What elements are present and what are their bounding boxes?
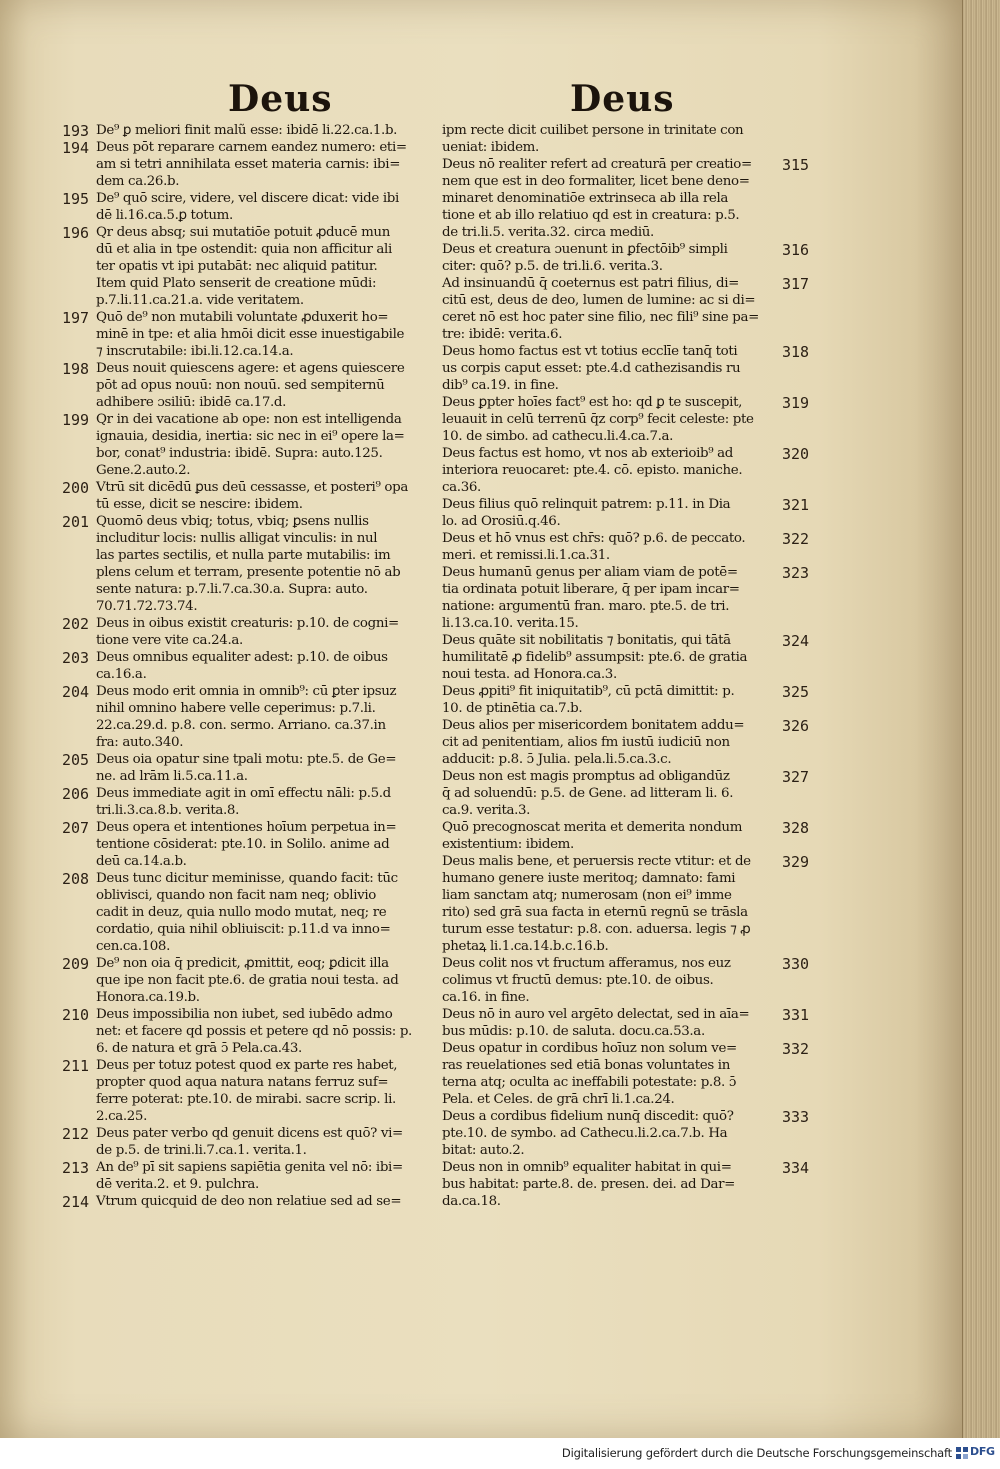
entry-line: dū et alia in tpe ostendit: quia non afficitur ali bbox=[96, 242, 392, 257]
entry-line: Deus alios per misericordem bonitatem addu= bbox=[442, 718, 745, 733]
entry-text bbox=[62, 309, 440, 360]
index-entry bbox=[62, 1159, 440, 1193]
index-entry bbox=[62, 309, 440, 360]
entry-line: fra: auto.340. bbox=[96, 735, 184, 750]
entry-line: Deus omnibus equaliter adest: p.10. de oibus bbox=[96, 650, 388, 665]
index-entry bbox=[442, 343, 842, 394]
entry-line: Deus per totuz potest quod ex parte res habet, bbox=[96, 1058, 398, 1073]
entry-number: 328 bbox=[782, 819, 810, 837]
entry-line: tū esse, dicit se nescire: ibidem. bbox=[96, 497, 303, 512]
entry-text bbox=[62, 785, 440, 819]
entry-line: ne. ad lrām li.5.ca.11.a. bbox=[96, 769, 248, 784]
dfg-logo-text: DFG bbox=[970, 1445, 995, 1458]
entry-line: las partes sectilis, et nulla parte mutabilis: im bbox=[96, 548, 391, 563]
entry-line: oblivisci, quando non facit nam neq; oblivio bbox=[96, 888, 376, 903]
index-entry bbox=[62, 411, 440, 479]
entry-line: citer: quō? p.5. de tri.li.6. verita.3. bbox=[442, 259, 663, 274]
entry-line: Deus malis bene, et peruersis recte vtitur: et de bbox=[442, 854, 751, 869]
entry-text bbox=[62, 513, 440, 615]
entry-line: tri.li.3.ca.8.b. verita.8. bbox=[96, 803, 239, 818]
entry-line: 22.ca.29.d. p.8. con. sermo. Arriano. ca.37.in bbox=[96, 718, 386, 733]
entry-number: 213 bbox=[62, 1159, 90, 1177]
index-entry bbox=[442, 394, 842, 445]
entry-line: am si tetri annihilata esset materia carnis: ibi= bbox=[96, 157, 401, 172]
index-entry bbox=[442, 683, 842, 717]
entry-line: interiora reuocaret: pte.4. cō. episto. maniche. bbox=[442, 463, 743, 478]
entry-line: Deus factus est homo, vt nos ab exterioib⁹ ad bbox=[442, 446, 734, 461]
entry-text bbox=[62, 615, 440, 649]
entry-number: 199 bbox=[62, 411, 90, 429]
index-entry bbox=[62, 1057, 440, 1125]
entry-number: 198 bbox=[62, 360, 90, 378]
entry-text bbox=[62, 224, 440, 309]
entry-line: ras reuelationes sed etiā bonas voluntates in bbox=[442, 1058, 730, 1073]
entry-line: dē verita.2. et 9. pulchra. bbox=[96, 1177, 259, 1192]
index-entry bbox=[62, 1006, 440, 1057]
entry-line: Deus nō in auro vel argēto delectat, sed in aīa= bbox=[442, 1007, 750, 1022]
entry-number: 200 bbox=[62, 479, 90, 497]
entry-number: 202 bbox=[62, 615, 90, 633]
index-entry bbox=[442, 1159, 842, 1210]
index-entry bbox=[442, 122, 842, 156]
entry-line: Vtrū sit dicēdū ꝑus deū cessasse, et posteri⁹ opa bbox=[96, 480, 408, 495]
entry-line: 6. de natura et grā ɔ̄ Pela.ca.43. bbox=[96, 1041, 302, 1056]
entry-line: Vtrum quicquid de deo non relatiue sed ad se= bbox=[96, 1194, 402, 1209]
entry-line: De⁹ non oia q̄ predicit, ꝓmittit, eoq; ꝑdicit illa bbox=[96, 956, 389, 971]
entry-number: 322 bbox=[782, 530, 810, 548]
entry-line: Deus modo erit omnia in omnib⁹: cū ꝑter ipsuz bbox=[96, 684, 397, 699]
entry-line: bus mūdis: p.10. de saluta. docu.ca.53.a. bbox=[442, 1024, 705, 1039]
entry-line: Gene.2.auto.2. bbox=[96, 463, 191, 478]
entry-line: ⁊ inscrutabile: ibi.li.12.ca.14.a. bbox=[96, 344, 294, 359]
entry-number: 194 bbox=[62, 139, 90, 157]
index-entry bbox=[62, 955, 440, 1006]
entry-line: ca.9. verita.3. bbox=[442, 803, 531, 818]
entry-number: 207 bbox=[62, 819, 90, 837]
entry-line: Deus a cordibus fidelium nunq̄ discedit: quō? bbox=[442, 1109, 734, 1124]
index-entry bbox=[442, 819, 842, 853]
index-entry bbox=[442, 768, 842, 819]
entry-text bbox=[62, 1193, 440, 1210]
entry-number: 195 bbox=[62, 190, 90, 208]
entry-line: ter opatis vt ipi putabāt: nec aliquid patitur. bbox=[96, 259, 378, 274]
index-entry bbox=[62, 819, 440, 870]
entry-number: 210 bbox=[62, 1006, 90, 1024]
entry-text bbox=[62, 751, 440, 785]
entry-line: Deus homo factus est vt totius ecclīe tanq̄ toti bbox=[442, 344, 738, 359]
index-entry bbox=[442, 955, 842, 1006]
index-entry bbox=[442, 496, 842, 530]
index-entry bbox=[442, 445, 842, 496]
entry-line: cit ad penitentiam, alios fm iustū iudiciū non bbox=[442, 735, 730, 750]
entry-text bbox=[442, 122, 842, 156]
entry-number: 193 bbox=[62, 122, 90, 140]
entry-number: 206 bbox=[62, 785, 90, 803]
entry-line: Deus immediate agit in omī effectu nāli: p.5.d bbox=[96, 786, 391, 801]
entry-line: leuauit in celū terrenū q̄z corp⁹ fecit celeste: pte bbox=[442, 412, 754, 427]
entry-line: Deus nouit quiescens agere: et agens quiescere bbox=[96, 361, 405, 376]
entry-line: Deus pōt reparare carnem eandez numero: eti= bbox=[96, 140, 407, 155]
entry-text bbox=[62, 1159, 440, 1193]
entry-line: Deus humanū genus per aliam viam de potē= bbox=[442, 565, 738, 580]
entry-line: ca.16. in fine. bbox=[442, 990, 530, 1005]
entry-line: que ipe non facit pte.6. de gratia noui testa. ad bbox=[96, 973, 399, 988]
entry-line: bitat: auto.2. bbox=[442, 1143, 525, 1158]
entry-line: tentione cōsiderat: pte.10. in Solilo. anime ad bbox=[96, 837, 390, 852]
entry-number: 211 bbox=[62, 1057, 90, 1075]
entry-number: 203 bbox=[62, 649, 90, 667]
entry-line: de p.5. de trini.li.7.ca.1. verita.1. bbox=[96, 1143, 307, 1158]
entry-text bbox=[62, 870, 440, 955]
index-entry bbox=[442, 530, 842, 564]
index-entry bbox=[62, 683, 440, 751]
entry-line: citū est, deus de deo, lumen de lumine: ac si di= bbox=[442, 293, 756, 308]
entry-number: 317 bbox=[782, 275, 810, 293]
entry-number: 329 bbox=[782, 853, 810, 871]
index-entry bbox=[62, 649, 440, 683]
entry-number: 327 bbox=[782, 768, 810, 786]
entry-text bbox=[62, 139, 440, 190]
index-entry bbox=[62, 190, 440, 224]
index-entry bbox=[442, 1040, 842, 1108]
entry-line: pōt ad opus nouū: non nouū. sed sempiternū bbox=[96, 378, 385, 393]
entry-line: Ad insinuandū q̄ coeternus est patri filius, di= bbox=[442, 276, 740, 291]
entry-text bbox=[62, 819, 440, 870]
entry-text bbox=[62, 479, 440, 513]
entry-text bbox=[62, 649, 440, 683]
entry-number: 320 bbox=[782, 445, 810, 463]
index-entry bbox=[442, 717, 842, 768]
entry-number: 319 bbox=[782, 394, 810, 412]
entry-line: ceret nō est hoc pater sine filio, nec fili⁹ sine pa= bbox=[442, 310, 759, 325]
entry-line: Deus et creatura ɔuenunt in ꝑfectōib⁹ simpli bbox=[442, 242, 728, 257]
entry-line: Qr deus absq; sui mutatiōe potuit ꝓducē mun bbox=[96, 225, 390, 240]
index-entry bbox=[442, 632, 842, 683]
entry-line: Deus opera et intentiones hoīum perpetua in= bbox=[96, 820, 397, 835]
entry-line: nihil omnino habere velle ceperimus: p.7.li. bbox=[96, 701, 376, 716]
index-entry bbox=[62, 513, 440, 615]
entry-line: minē in tpe: et alia hmōi dicit esse inuestigabile bbox=[96, 327, 405, 342]
entry-text bbox=[62, 122, 440, 139]
entry-line: Deus quāte sit nobilitatis ⁊ bonitatis, qui tātā bbox=[442, 633, 731, 648]
index-entry bbox=[62, 870, 440, 955]
entry-line: Qr in dei vacatione ab ope: non est intelligenda bbox=[96, 412, 402, 427]
entry-number: 318 bbox=[782, 343, 810, 361]
entry-line: cadit in deuz, quia nullo modo mutat, neq; re bbox=[96, 905, 387, 920]
index-entry bbox=[442, 156, 842, 241]
entry-line: ferre poterat: pte.10. de mirabi. sacre scrip. li. bbox=[96, 1092, 396, 1107]
entry-line: De⁹ quō scire, videre, vel discere dicat: vide ibi bbox=[96, 191, 399, 206]
entry-line: Deus colit nos vt fructum afferamus, nos euz bbox=[442, 956, 731, 971]
entry-line: plens celum et terram, presente potentie nō ab bbox=[96, 565, 401, 580]
entry-line: dib⁹ ca.19. in fine. bbox=[442, 378, 559, 393]
page-edges bbox=[962, 0, 1000, 1438]
entry-line: de tri.li.5. verita.32. circa mediū. bbox=[442, 225, 654, 240]
entry-line: Deus in oibus existit creaturis: p.10. de cogni= bbox=[96, 616, 399, 631]
index-entry bbox=[442, 853, 842, 955]
index-column-left bbox=[62, 122, 440, 1210]
entry-line: dē li.16.ca.5.ꝑ totum. bbox=[96, 208, 233, 223]
index-entry bbox=[62, 1125, 440, 1159]
entry-line: phetaꝝ li.1.ca.14.b.c.16.b. bbox=[442, 939, 609, 954]
entry-line: noui testa. ad Honora.ca.3. bbox=[442, 667, 617, 682]
entry-line: Quō de⁹ non mutabili voluntate ꝓduxerit ho= bbox=[96, 310, 389, 325]
entry-line: tione vere vite ca.24.a. bbox=[96, 633, 243, 648]
index-entry bbox=[442, 1006, 842, 1040]
entry-line: meri. et remissi.li.1.ca.31. bbox=[442, 548, 610, 563]
entry-line: includitur locis: nullis alligat vinculis: in nul bbox=[96, 531, 378, 546]
entry-line: An de⁹ pī sit sapiens sapiētia genita vel nō: ibi= bbox=[96, 1160, 403, 1175]
digitization-footer bbox=[0, 1438, 1000, 1469]
entry-line: turum esse testatur: p.8. con. aduersa. legis ⁊ ꝓ bbox=[442, 922, 751, 937]
entry-line: da.ca.18. bbox=[442, 1194, 501, 1209]
entry-line: Honora.ca.19.b. bbox=[96, 990, 200, 1005]
index-entry bbox=[442, 241, 842, 275]
entry-number: 324 bbox=[782, 632, 810, 650]
entry-line: bus habitat: parte.8. de. presen. dei. ad Dar= bbox=[442, 1177, 736, 1192]
entry-line: ca.16.a. bbox=[96, 667, 147, 682]
entry-line: Deus pater verbo qd genuit dicens est quō? vi= bbox=[96, 1126, 403, 1141]
entry-number: 334 bbox=[782, 1159, 810, 1177]
entry-line: 10. de simbo. ad cathecu.li.4.ca.7.a. bbox=[442, 429, 674, 444]
entry-text bbox=[62, 683, 440, 751]
entry-line: deū ca.14.a.b. bbox=[96, 854, 187, 869]
entry-line: minaret denominatiōe extrinseca ab illa rela bbox=[442, 191, 729, 206]
index-entry bbox=[62, 139, 440, 190]
index-entry bbox=[62, 122, 440, 139]
entry-number: 209 bbox=[62, 955, 90, 973]
entry-text bbox=[62, 411, 440, 479]
entry-text bbox=[62, 190, 440, 224]
entry-line: bor, conat⁹ industria: ibidē. Supra: auto.125. bbox=[96, 446, 383, 461]
running-head-right: Deus bbox=[570, 78, 675, 120]
entry-number: 321 bbox=[782, 496, 810, 514]
entry-line: dem ca.26.b. bbox=[96, 174, 180, 189]
entry-number: 208 bbox=[62, 870, 90, 888]
entry-line: Deus nō realiter refert ad creaturā per creatio= bbox=[442, 157, 752, 172]
entry-line: ca.36. bbox=[442, 480, 481, 495]
entry-line: sente natura: p.7.li.7.ca.30.a. Supra: auto. bbox=[96, 582, 368, 597]
entry-line: 70.71.72.73.74. bbox=[96, 599, 198, 614]
index-entry bbox=[442, 564, 842, 632]
entry-line: Deus ꝑpter hoīes fact⁹ est ho: qd ꝑ te suscepit, bbox=[442, 395, 743, 410]
entry-text bbox=[62, 360, 440, 411]
entry-line: Deus impossibilia non iubet, sed iubēdo admo bbox=[96, 1007, 393, 1022]
entry-number: 326 bbox=[782, 717, 810, 735]
entry-line: pte.10. de symbo. ad Cathecu.li.2.ca.7.b. Ha bbox=[442, 1126, 728, 1141]
entry-line: existentium: ibidem. bbox=[442, 837, 574, 852]
entry-number: 330 bbox=[782, 955, 810, 973]
entry-line: Deus ꝓpiti⁹ fit iniquitatib⁹, cū pctā dimittit: p. bbox=[442, 684, 735, 699]
entry-line: colimus vt fructū demus: pte.10. de oibus. bbox=[442, 973, 714, 988]
dfg-logo-icon bbox=[956, 1445, 995, 1461]
entry-line: Deus et hō vnus est chr̄s: quō? p.6. de peccato. bbox=[442, 531, 746, 546]
entry-number: 315 bbox=[782, 156, 810, 174]
entry-number: 197 bbox=[62, 309, 90, 327]
entry-number: 331 bbox=[782, 1006, 810, 1024]
entry-line: 2.ca.25. bbox=[96, 1109, 148, 1124]
entry-line: De⁹ ꝑ meliori finit malũ esse: ibidē li.22.ca.1.b. bbox=[96, 123, 398, 138]
entry-line: Deus non in omnib⁹ equaliter habitat in qui= bbox=[442, 1160, 732, 1175]
entry-line: cordatio, quia nihil obliuiscit: p.11.d va inno= bbox=[96, 922, 391, 937]
entry-line: Deus oia opatur sine tpali motu: pte.5. de Ge= bbox=[96, 752, 397, 767]
index-entry bbox=[62, 785, 440, 819]
entry-number: 214 bbox=[62, 1193, 90, 1211]
entry-line: p.7.li.11.ca.21.a. vide veritatem. bbox=[96, 293, 304, 308]
entry-line: ipm recte dicit cuilibet persone in trinitate con bbox=[442, 123, 744, 138]
entry-line: tia ordinata potuit liberare, q̄ per ipam incar= bbox=[442, 582, 740, 597]
entry-line: Deus opatur in cordibus hoīuz non solum ve= bbox=[442, 1041, 737, 1056]
entry-line: ueniat: ibidem. bbox=[442, 140, 539, 155]
index-entry bbox=[62, 479, 440, 513]
entry-line: lo. ad Orosiū.q.46. bbox=[442, 514, 561, 529]
entry-number: 201 bbox=[62, 513, 90, 531]
entry-number: 316 bbox=[782, 241, 810, 259]
entry-line: propter quod aqua natura natans ferruz suf= bbox=[96, 1075, 389, 1090]
entry-line: adhibere ɔsiliū: ibidē ca.17.d. bbox=[96, 395, 287, 410]
entry-line: 10. de ptinētia ca.7.b. bbox=[442, 701, 583, 716]
entry-number: 325 bbox=[782, 683, 810, 701]
entry-line: net: et facere qd possis et petere qd nō possis: p. bbox=[96, 1024, 412, 1039]
index-column-right bbox=[442, 122, 842, 1210]
entry-line: q̄ ad soluendū: p.5. de Gene. ad litteram li. 6. bbox=[442, 786, 734, 801]
entry-number: 196 bbox=[62, 224, 90, 242]
entry-number: 204 bbox=[62, 683, 90, 701]
entry-line: tre: ibidē: verita.6. bbox=[442, 327, 563, 342]
entry-number: 333 bbox=[782, 1108, 810, 1126]
index-entry bbox=[62, 1193, 440, 1210]
entry-line: ignauia, desidia, inertia: sic nec in ei⁹ opere la= bbox=[96, 429, 405, 444]
entry-line: liam sanctam atq; numerosam (non ei⁹ imme bbox=[442, 888, 732, 903]
entry-line: humilitatē ꝓ fidelib⁹ assumpsit: pte.6. de gratia bbox=[442, 650, 748, 665]
index-entry bbox=[62, 751, 440, 785]
entry-line: terna atq; oculta ac ineffabili potestate: p.8. ɔ̄ bbox=[442, 1075, 736, 1090]
funding-credit: Digitalisierung gefördert durch die Deutsche Forschungsgemeinschaft bbox=[561, 1446, 952, 1460]
dfg-mark-icon bbox=[956, 1447, 968, 1459]
entry-line: Deus filius quō relinquit patrem: p.11. in Dia bbox=[442, 497, 731, 512]
index-entry bbox=[442, 275, 842, 343]
entry-number: 212 bbox=[62, 1125, 90, 1143]
index-entry bbox=[62, 360, 440, 411]
entry-line: Quomō deus vbiq; totus, vbiq; ꝑsens nullis bbox=[96, 514, 369, 529]
entry-text bbox=[62, 1006, 440, 1057]
entry-line: rito) sed grā sua facta in eternū regnū se trāsla bbox=[442, 905, 748, 920]
index-entry bbox=[62, 615, 440, 649]
entry-line: Quō precognoscat merita et demerita nondum bbox=[442, 820, 743, 835]
index-entry bbox=[62, 224, 440, 309]
index-entry bbox=[442, 1108, 842, 1159]
running-head-left: Deus bbox=[228, 78, 333, 120]
entry-line: cen.ca.108. bbox=[96, 939, 171, 954]
entry-number: 332 bbox=[782, 1040, 810, 1058]
entry-text bbox=[62, 955, 440, 1006]
entry-line: humano genere iuste meritoq; damnato: fami bbox=[442, 871, 736, 886]
entry-line: nem que est in deo formaliter, licet bene deno= bbox=[442, 174, 750, 189]
entry-line: Deus tunc dicitur meminisse, quando facit: tūc bbox=[96, 871, 398, 886]
entry-text bbox=[62, 1125, 440, 1159]
entry-line: natione: argumentū fran. maro. pte.5. de tri. bbox=[442, 599, 730, 614]
entry-number: 323 bbox=[782, 564, 810, 582]
entry-line: Deus non est magis promptus ad obligandūz bbox=[442, 769, 730, 784]
entry-line: Pela. et Celes. de grā chrī li.1.ca.24. bbox=[442, 1092, 675, 1107]
entry-line: us corpis caput esset: pte.4.d cathezisandis ru bbox=[442, 361, 741, 376]
entry-line: adducit: p.8. ɔ̄ Julia. pela.li.5.ca.3.c. bbox=[442, 752, 672, 767]
entry-line: Item quid Plato senserit de creatione mūdi: bbox=[96, 276, 377, 291]
entry-line: li.13.ca.10. verita.15. bbox=[442, 616, 579, 631]
entry-line: tione et ab illo relatiuo qd est in creatura: p.5. bbox=[442, 208, 740, 223]
entry-number: 205 bbox=[62, 751, 90, 769]
entry-text bbox=[62, 1057, 440, 1125]
